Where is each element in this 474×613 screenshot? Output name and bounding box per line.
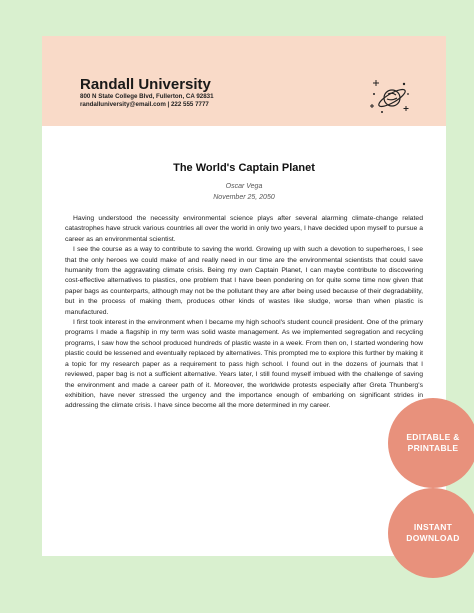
essay-date: November 25, 2050 <box>213 194 275 201</box>
editable-printable-badge <box>388 398 474 488</box>
paragraph: I see the course as a way to contribute to saving the world. Growing up with such a devotion to superheroes, I see that the only heroes we could make of and really need in our time are the environmental scientists that could save humanity from the aggravating climate crisis. Being my own Captain Planet, I can maybe contribute to discovering cost-effective alternatives to plastics, one problem that I have been pondering on for quite some time now given that paper bags as counterparts, although may not be the pollutant they are after being used because of their degradability, but in the process of making them, produces other kinds of wastes like sludge, worse than when plastic is manufactured. <box>65 246 423 316</box>
paragraph: Having understood the necessity environmental science plays after several alarming climate-change related catastrophes have struck various countries all over the world in only two years, I have decided upon myself to pursue a career as an environmental scientist. <box>65 215 423 243</box>
essay-title: The World's Captain Planet <box>173 162 315 174</box>
document-page <box>42 36 446 556</box>
badge-label: EDITABLE & PRINTABLE <box>406 432 460 453</box>
university-contact: randalluniversity@email.com | 222 555 7777 <box>80 101 209 108</box>
essay-body <box>65 214 423 412</box>
instant-download-badge[interactable] <box>388 488 474 578</box>
university-name: Randall University <box>80 76 211 93</box>
university-address: 800 N State College Blvd, Fullerton, CA 92831 <box>80 93 214 100</box>
planet-stars-icon <box>368 76 412 116</box>
badge-label: INSTANT DOWNLOAD <box>406 522 460 543</box>
letterhead <box>42 36 446 126</box>
paragraph: I first took interest in the environment when I became my high school's student council president. One of the primary programs I made a flagship in my term was solid waste management. As we implemented segregation and recycling programs, I saw how the school produced hundreds of plastic waste in a week. From then on, I started wondering how plastic could be lessened and eventually replaced by alternatives. This prompted me to explore this further by making it a topic for my research paper as a requirement to pass high school. I found out in the dozens of journals that I reviewed, paper bag is not a sufficient alternative. Years later, I still found myself imbued with the challenge of saving the environment and made a career path of it. Moreover, the worldwide protests especially after Greta Thunberg's exhibition, have never stressed the urgency and the importance enough of embarking on significant strides in addressing the climate crisis. I have since become all the more determined in my career. <box>65 319 423 410</box>
essay-author: Oscar Vega <box>225 183 263 190</box>
